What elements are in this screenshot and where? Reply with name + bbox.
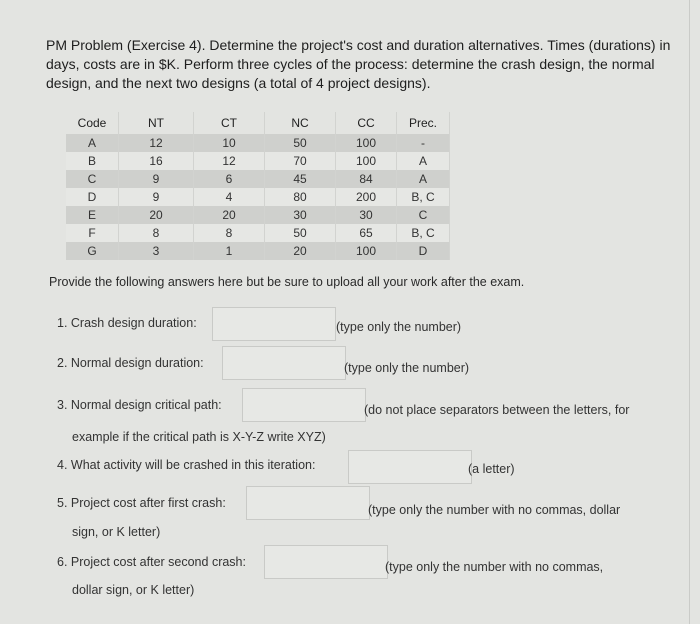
table-cell: 12 (194, 152, 265, 170)
column-header: Prec. (397, 112, 450, 134)
table-cell: 10 (194, 134, 265, 152)
column-header: NC (265, 112, 336, 134)
table-cell: 200 (336, 188, 397, 206)
table-header-row (66, 112, 450, 134)
page-edge-divider (689, 0, 690, 624)
table-cell: 45 (265, 170, 336, 188)
table-cell: B, C (397, 224, 450, 242)
column-header: CT (194, 112, 265, 134)
table-cell: A (397, 152, 450, 170)
question-hint-continued: example if the critical path is X-Y-Z write XYZ) (72, 430, 326, 444)
column-header: CC (336, 112, 397, 134)
question-label: 6. Project cost after second crash: (57, 555, 246, 569)
table-cell: 84 (336, 170, 397, 188)
table-row (66, 152, 450, 170)
table-cell: 80 (265, 188, 336, 206)
table-row (66, 206, 450, 224)
answer-input[interactable] (222, 346, 346, 380)
question-hint: (do not place separators between the letters, for (364, 403, 630, 417)
table-cell: A (66, 134, 119, 152)
table-cell: 100 (336, 152, 397, 170)
table-cell: 9 (119, 170, 194, 188)
table-cell: 30 (336, 206, 397, 224)
table-cell: - (397, 134, 450, 152)
table-cell: 20 (194, 206, 265, 224)
table-cell: 50 (265, 134, 336, 152)
question-hint: (type only the number) (336, 320, 462, 334)
answer-input[interactable] (246, 486, 370, 520)
table-cell: F (66, 224, 119, 242)
table-cell: C (66, 170, 119, 188)
table-cell: 1 (194, 242, 265, 260)
question-label: 2. Normal design duration: (57, 356, 204, 370)
table-cell: D (397, 242, 450, 260)
column-header: NT (119, 112, 194, 134)
question-hint-continued: dollar sign, or K letter) (72, 583, 195, 597)
table-cell: 6 (194, 170, 265, 188)
column-header: Code (66, 112, 119, 134)
table-cell: G (66, 242, 119, 260)
question-hint: (type only the number with no commas, dollar (368, 503, 621, 517)
question-hint: (a letter) (468, 462, 515, 476)
table-cell: 70 (265, 152, 336, 170)
table-cell: 9 (119, 188, 194, 206)
instructions-text: Provide the following answers here but be sure to upload all your work after the exam. (49, 275, 525, 289)
answer-input[interactable] (264, 545, 388, 579)
table-row (66, 170, 450, 188)
table-cell: 20 (265, 242, 336, 260)
table-cell: 30 (265, 206, 336, 224)
answer-input[interactable] (242, 388, 366, 422)
table-cell: E (66, 206, 119, 224)
table-cell: 8 (119, 224, 194, 242)
question-hint-continued: sign, or K letter) (72, 525, 161, 539)
table-row (66, 134, 450, 152)
table-cell: 8 (194, 224, 265, 242)
answer-input[interactable] (212, 307, 336, 341)
question-label: 5. Project cost after first crash: (57, 496, 226, 510)
table-cell: 12 (119, 134, 194, 152)
question-label: 4. What activity will be crashed in this iteration: (57, 458, 316, 472)
table-row (66, 224, 450, 242)
activity-table (66, 112, 450, 260)
table-cell: 50 (265, 224, 336, 242)
table-cell: 3 (119, 242, 194, 260)
table-cell: 100 (336, 242, 397, 260)
question-hint: (type only the number) (344, 361, 470, 375)
problem-statement: PM Problem (Exercise 4). Determine the project's cost and duration alternatives. Times (durations) in days, costs are in $K. Perform three cycles of the process: determine the crash design, the normal design, and the next two designs (a total of 4 project designs). (46, 37, 671, 91)
question-label: 3. Normal design critical path: (57, 398, 222, 412)
table-row (66, 242, 450, 260)
table-cell: D (66, 188, 119, 206)
table-cell: 4 (194, 188, 265, 206)
table-cell: 65 (336, 224, 397, 242)
table-cell: C (397, 206, 450, 224)
table-cell: B, C (397, 188, 450, 206)
answer-input[interactable] (348, 450, 472, 484)
table-row (66, 188, 450, 206)
question-label: 1. Crash design duration: (57, 316, 197, 330)
question-hint: (type only the number with no commas, (385, 560, 604, 574)
table-cell: 20 (119, 206, 194, 224)
table-cell: A (397, 170, 450, 188)
table-cell: 16 (119, 152, 194, 170)
table-cell: 100 (336, 134, 397, 152)
table-cell: B (66, 152, 119, 170)
